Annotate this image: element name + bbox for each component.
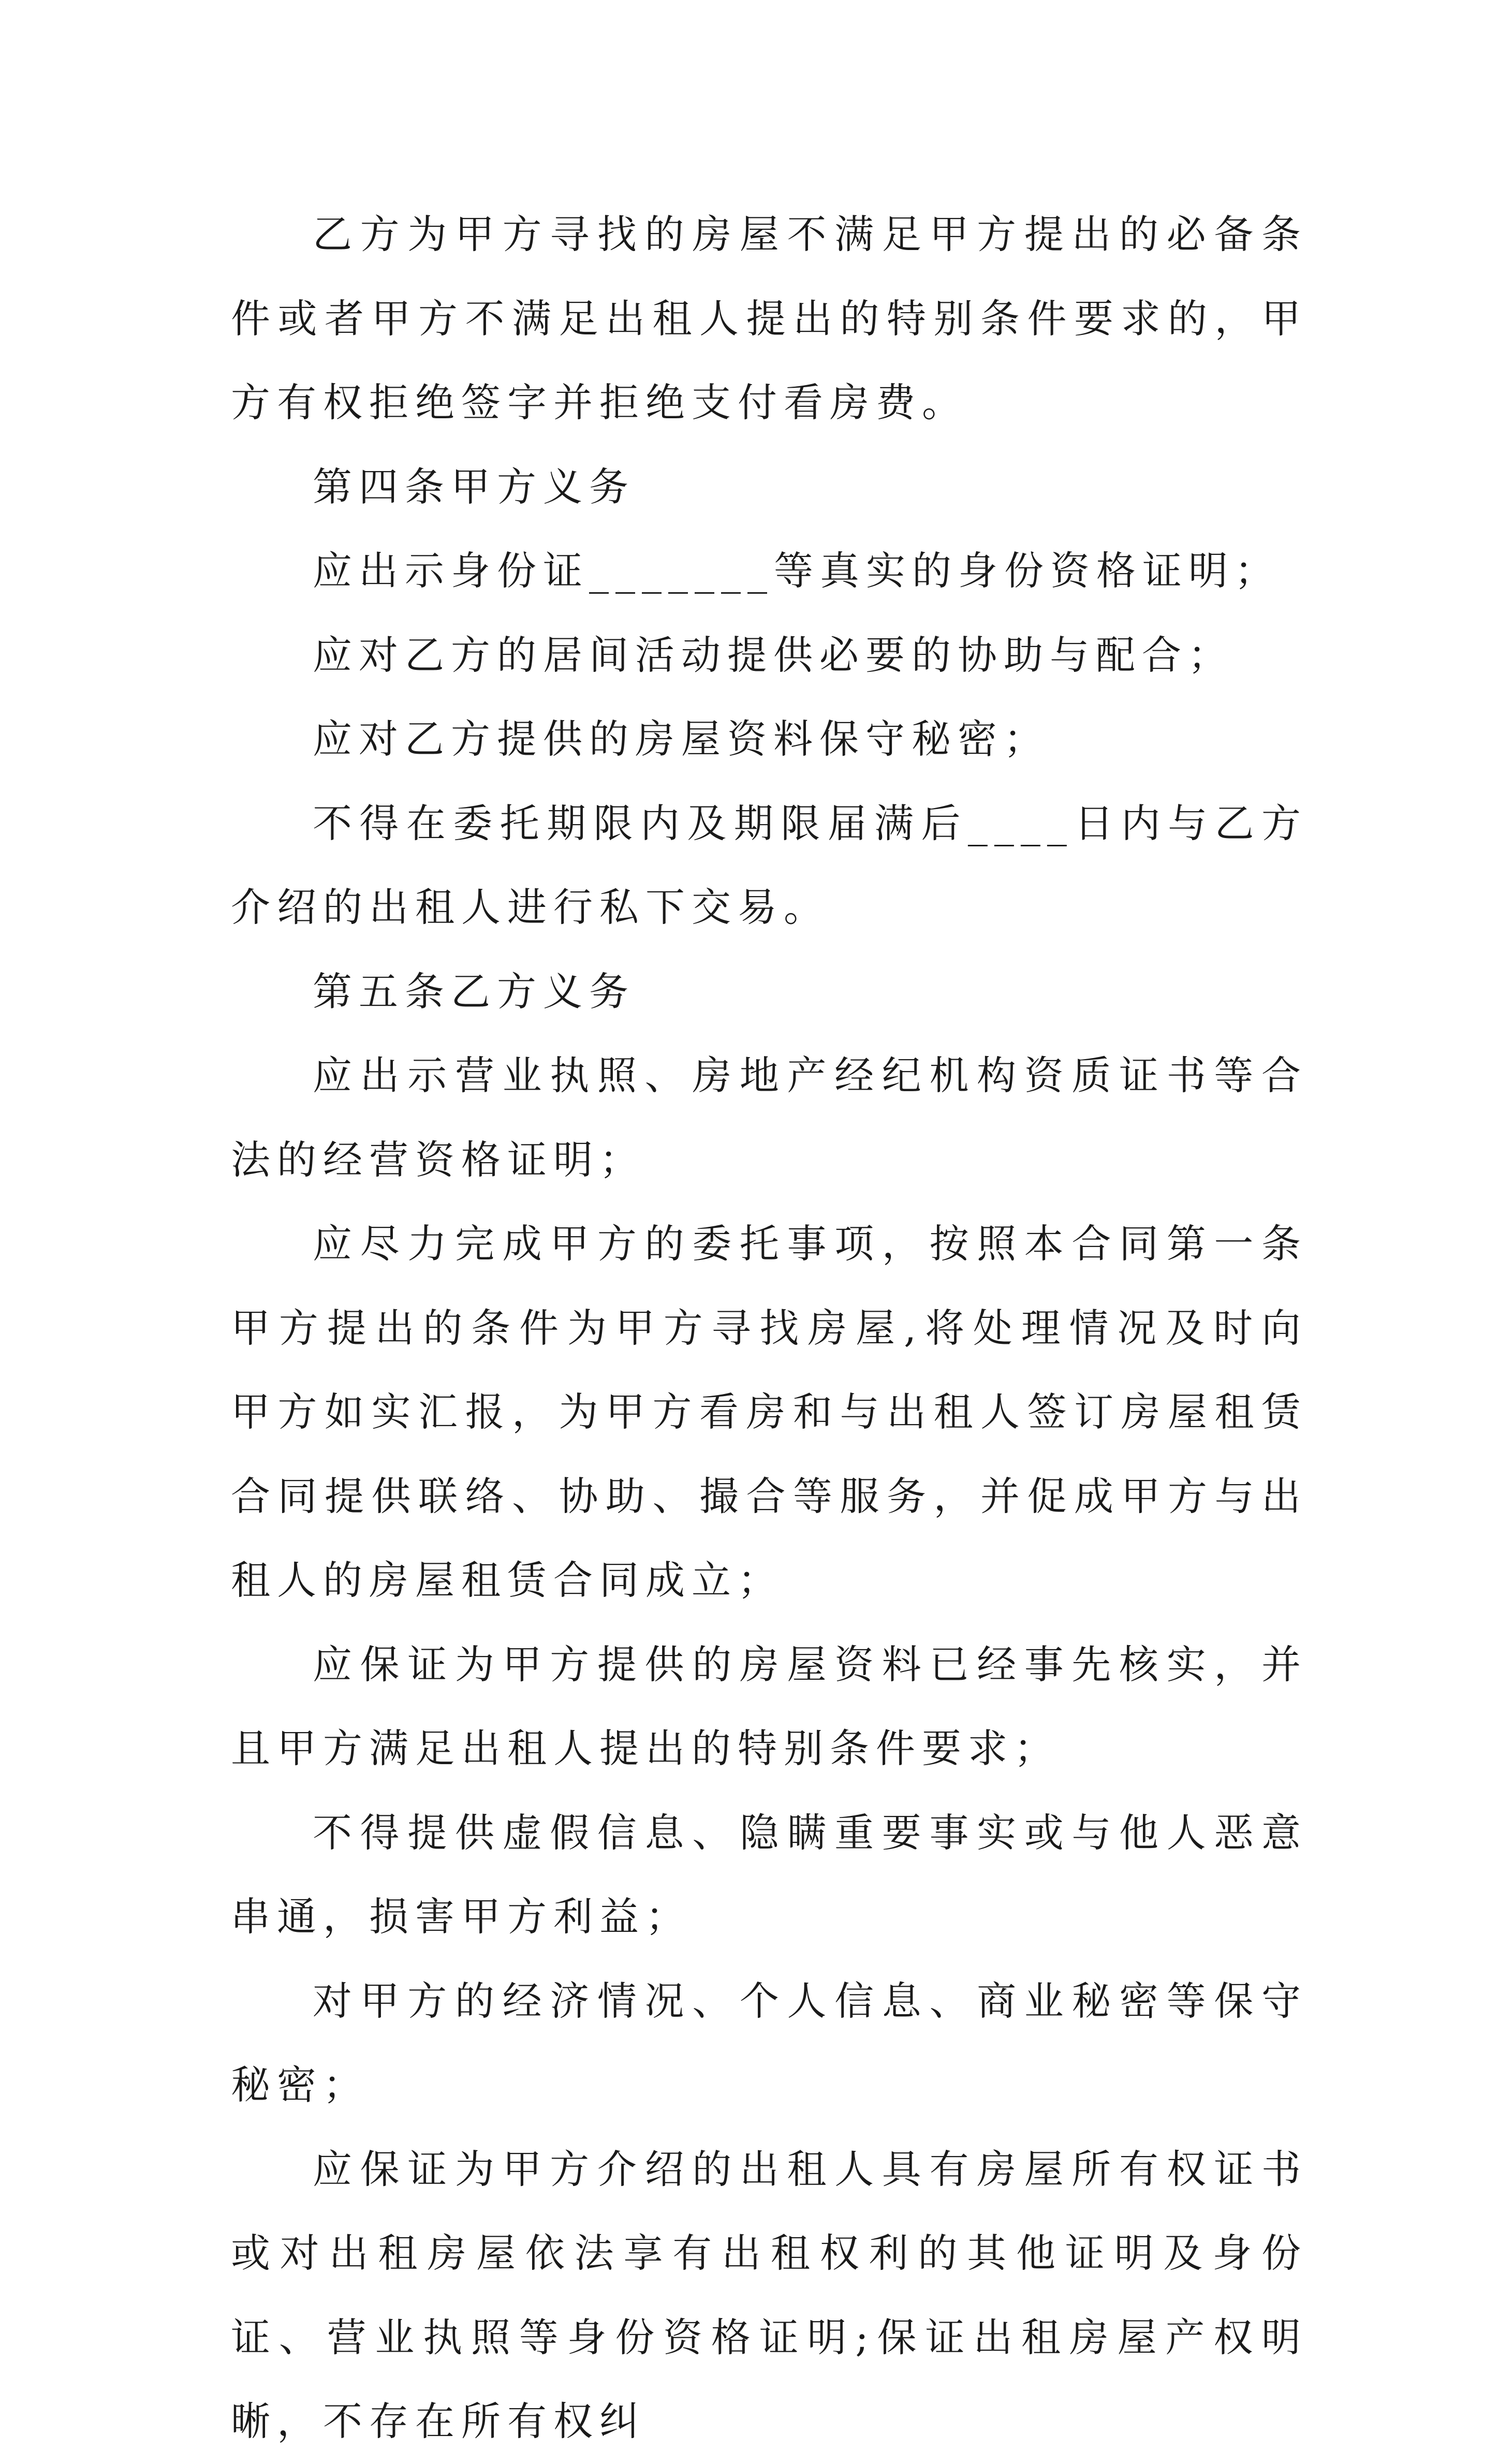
paragraph-verified-info: 应保证为甲方提供的房屋资料已经事先核实，并且甲方满足出租人提出的特别条件要求； xyxy=(231,1641,1308,1771)
section-heading-party-a-obligations: 第四条甲方义务 xyxy=(313,463,635,510)
paragraph-landlord-proof: 应保证为甲方介绍的出租人具有房屋所有权证书或对出租房屋依法享有出租权利的其他证明及身份证、营业执照等身份资格证明;保证出租房屋产权明晰，不存在所有权纠 xyxy=(231,2146,1308,2444)
paragraph-best-effort: 应尽力完成甲方的委托事项，按照本合同第一条甲方提出的条件为甲方寻找房屋,将处理情况及时向甲方如实汇报，为甲方看房和与出租人签订房屋租赁合同提供联络、协助、撮合等服务，并促成甲方与出租人的房屋租赁合同成立； xyxy=(231,1221,1308,1603)
document-body xyxy=(231,193,1308,2464)
section-heading-party-b-obligations: 第五条乙方义务 xyxy=(313,968,635,1015)
paragraph-no-false-info: 不得提供虚假信息、隐瞒重要事实或与他人恶意串通，损害甲方利益； xyxy=(231,1809,1308,1940)
paragraph-business-license: 应出示营业执照、房地产经纪机构资质证书等合法的经营资格证明； xyxy=(231,1052,1308,1183)
paragraph-id-proof: 应出示身份证_______等真实的身份资格证明； xyxy=(313,548,1281,594)
paragraph-rejection-clause: 乙方为甲方寻找的房屋不满足甲方提出的必备条件或者甲方不满足出租人提出的特别条件要求的，甲方有权拒绝签字并拒绝支付看房费。 xyxy=(231,211,1308,426)
paragraph-confidentiality-a: 应对乙方提供的房屋资料保守秘密； xyxy=(313,716,1050,762)
paragraph-cooperation: 应对乙方的居间活动提供必要的协助与配合； xyxy=(313,632,1234,678)
paragraph-confidentiality-b: 对甲方的经济情况、个人信息、商业秘密等保守秘密； xyxy=(231,1977,1308,2108)
paragraph-private-deal-ban: 不得在委托期限内及期限届满后____日内与乙方介绍的出租人进行私下交易。 xyxy=(231,800,1308,930)
